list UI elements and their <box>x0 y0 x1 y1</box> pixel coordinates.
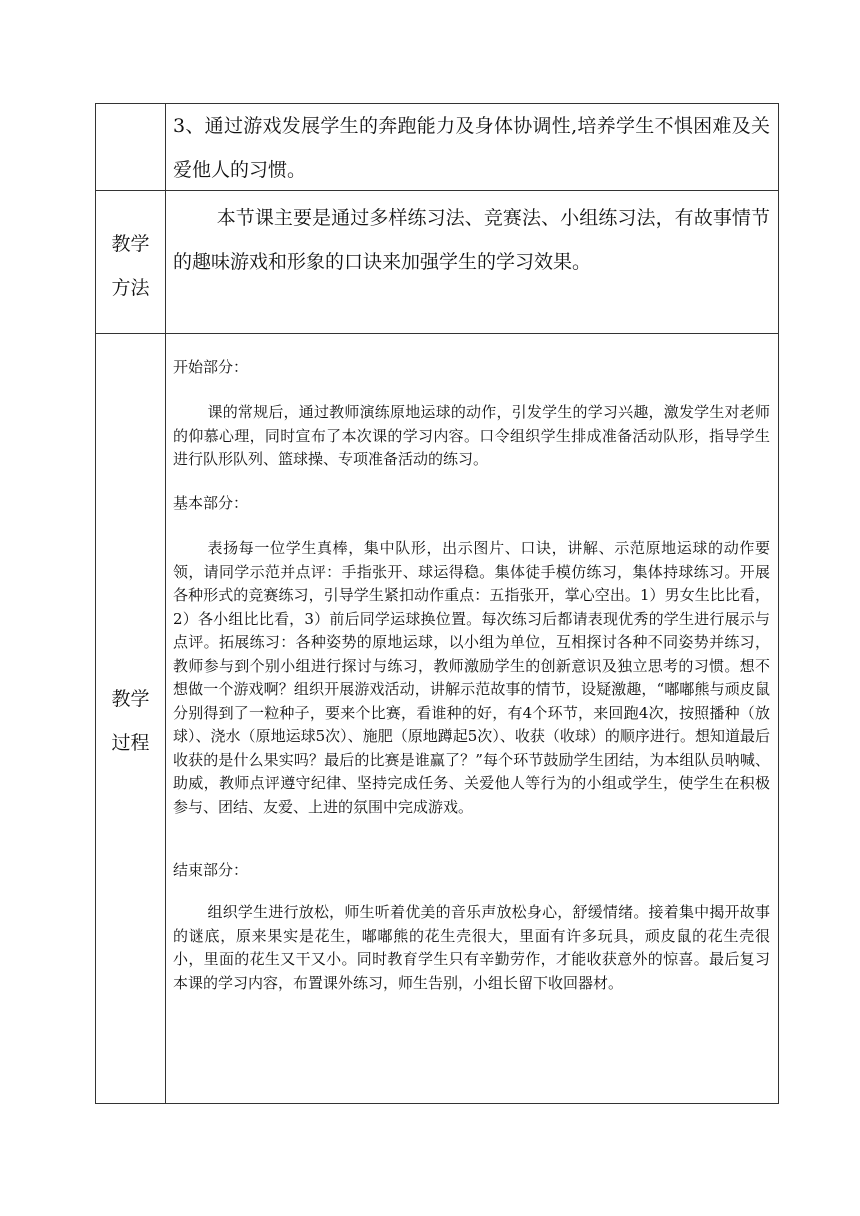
goal-text: 3、通过游戏发展学生的奔跑能力及身体协调性,培养学生不惧困难及关爱他人的习惯。 <box>173 115 770 181</box>
method-label-line2: 方法 <box>111 277 150 299</box>
column-divider <box>165 104 166 1103</box>
basic-heading: 基本部分： <box>173 494 249 512</box>
basic-text: 表扬每一位学生真棒，集中队形，出示图片、口诀，讲解、示范原地运球的动作要领，请同学示范并点评：手指张开、球运得稳。集体徒手模仿练习，集体持球练习。开展各种形式的竞赛练习，引导学生紧扣动作重点：五指张开，掌心空出。1）男女生比比看，2）各小组比比看，3）前后同学运球换位置。每次练习后都请表现优秀的学生进行展示与点评。拓展练习：各种姿势的原地运球，以小组为单位，互相探讨各种不同姿势并练习，教师参与到个别小组进行探讨与练习，教师激励学生的创新意识及独立思考的习惯。想不想做一个游戏啊？组织开展游戏活动，讲解示范故事的情节，设疑激趣，“嘟嘟熊与顽皮鼠分别得到了一粒种子，要来个比赛，看谁种的好，有4个环节，来回跑4次，按照播种（放球）、浇水（原地运球5次）、施肥（原地蹲起5次）、收获（收球）的顺序进行。想知道最后收获的是什么果实吗？最后的比赛是谁赢了？”每个环节鼓励学生团结，为本组队员呐喊、助威，教师点评遵守纪律、坚持完成任务、关爱他人等行为的小组或学生，使学生在积极参与、团结、友爱、上进的氛围中完成游戏。 <box>173 539 770 816</box>
end-heading: 结束部分： <box>173 861 249 879</box>
process-label-line2: 过程 <box>111 732 150 754</box>
start-heading: 开始部分： <box>173 358 249 376</box>
row-divider <box>96 333 778 334</box>
method-label <box>96 222 165 310</box>
lesson-plan-table <box>95 103 779 1104</box>
method-text: 本节课主要是通过多样练习法、竞赛法、小组练习法，有故事情节的趣味游戏和形象的口诀来加强学生的学习效果。 <box>173 207 770 273</box>
process-label <box>96 677 165 765</box>
start-text: 课的常规后，通过教师演练原地运球的动作，引发学生的学习兴趣，激发学生对老师的仰慕心理，同时宣布了本次课的学习内容。口令组织学生排成准备活动队形，指导学生进行队形队列、篮球操、专项准备活动的练习。 <box>173 403 770 468</box>
process-label-line1: 教学 <box>111 688 150 710</box>
method-label-line1: 教学 <box>111 233 150 255</box>
end-text: 组织学生进行放松，师生听着优美的音乐声放松身心，舒缓情绪。接着集中揭开故事的谜底，原来果实是花生，嘟嘟熊的花生壳很大，里面有许多玩具，顽皮鼠的花生壳很小，里面的花生又干又小。同时教育学生只有辛勤劳作，才能收获意外的惊喜。最后复习本课的学习内容，布置课外练习，师生告别，小组长留下收回器材。 <box>173 903 770 992</box>
